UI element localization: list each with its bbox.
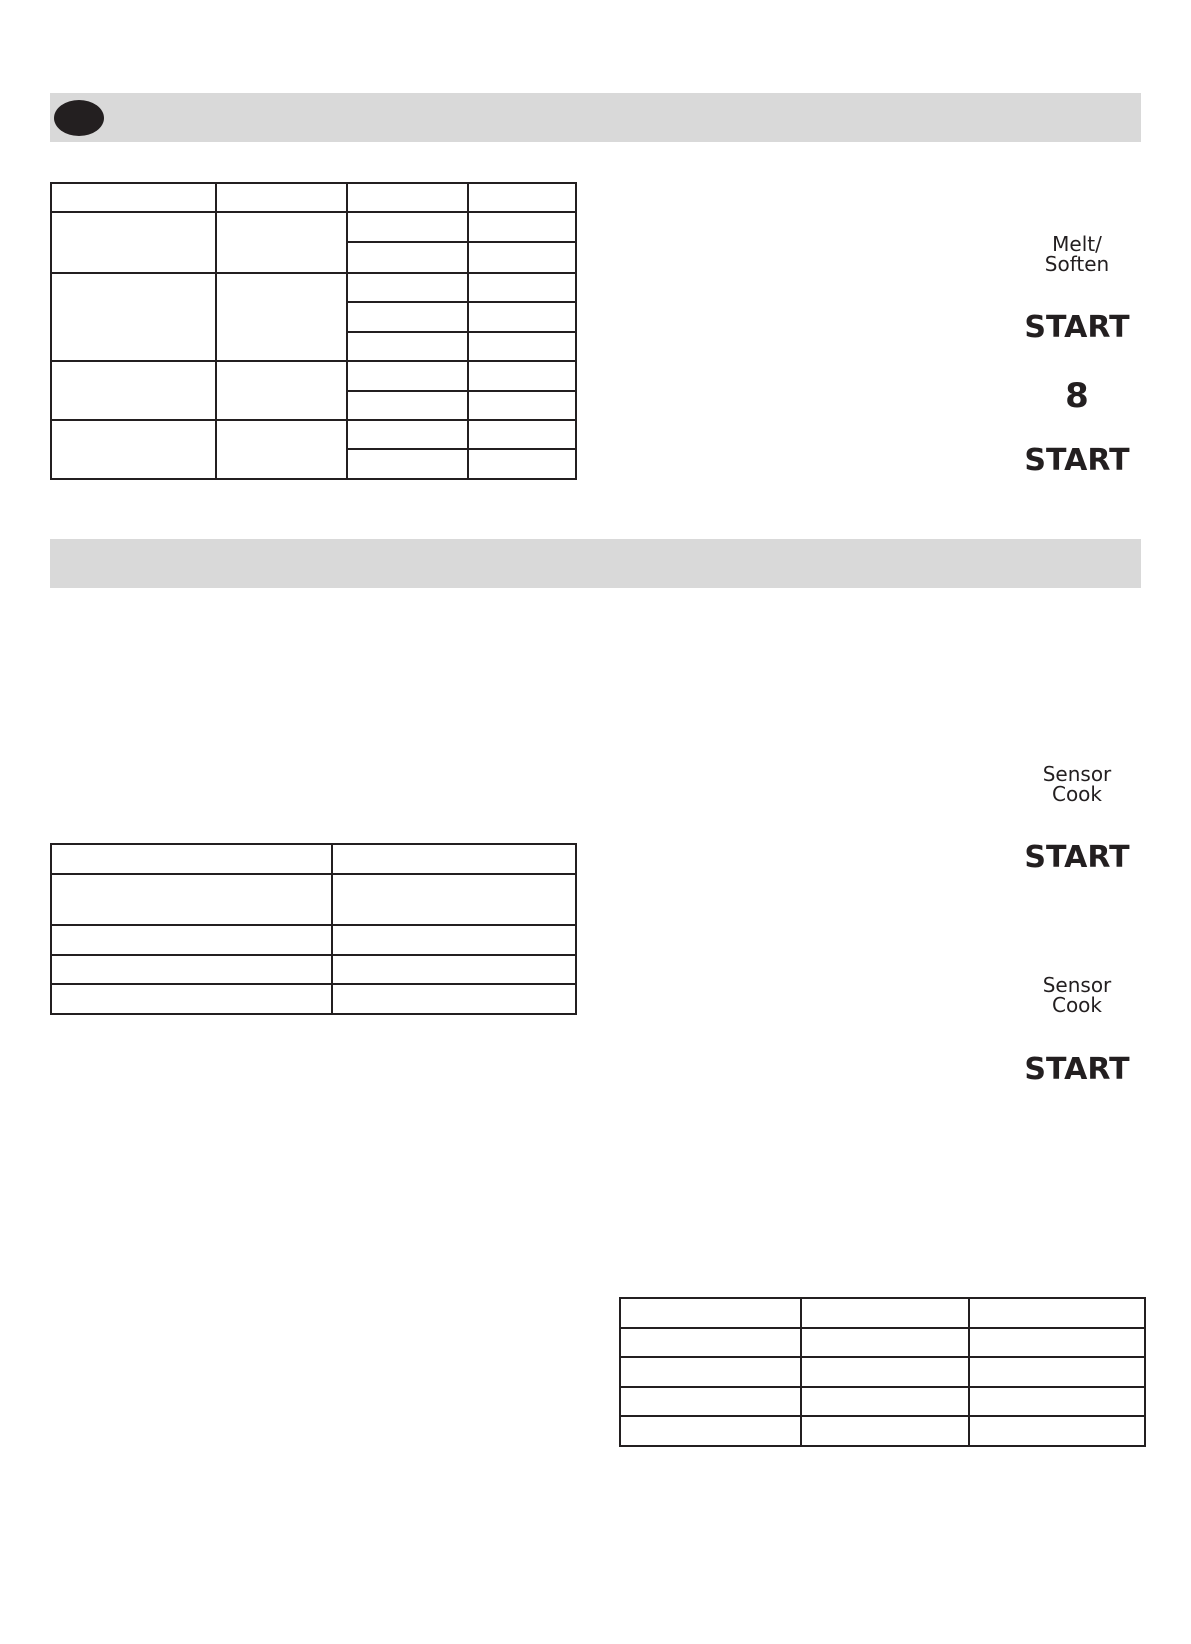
table-header-row <box>51 844 576 874</box>
table-row <box>51 212 576 242</box>
section-header-band <box>50 93 1141 142</box>
section-header-band-2 <box>50 539 1141 588</box>
melt-soften-key <box>1007 234 1147 274</box>
table-row <box>51 984 576 1014</box>
sensor-cook-key <box>1007 764 1147 804</box>
sensor-cook-key-line2: Cook <box>1051 993 1103 1017</box>
table-row <box>51 955 576 984</box>
table-row <box>51 420 576 449</box>
melt-soften-table <box>50 182 577 480</box>
melt-soften-key-line2: Soften <box>1044 252 1110 276</box>
table-row <box>51 925 576 955</box>
table-row <box>51 273 576 302</box>
sensor-cook-key-line1: Sensor <box>1042 762 1112 786</box>
results-table <box>619 1297 1146 1447</box>
melt-soften-key-line1: Melt/ <box>1052 232 1102 256</box>
table-row <box>51 361 576 391</box>
sensor-cook-key-line1: Sensor <box>1042 973 1112 997</box>
table-row <box>620 1387 1145 1416</box>
table-row <box>51 874 576 925</box>
section-number-badge <box>54 100 104 136</box>
start-key: START <box>1024 443 1130 478</box>
table-row <box>620 1357 1145 1387</box>
start-key: START <box>1024 1052 1130 1087</box>
table-header-row <box>620 1298 1145 1328</box>
table-row <box>620 1416 1145 1446</box>
sensor-cook-key-line2: Cook <box>1051 782 1103 806</box>
table-header-row <box>51 183 576 212</box>
start-key: START <box>1024 310 1130 345</box>
sensor-cook-table <box>50 843 577 1015</box>
sensor-cook-key <box>1007 975 1147 1015</box>
start-key: START <box>1024 840 1130 875</box>
table-row <box>620 1328 1145 1357</box>
number-key: 8 <box>1065 376 1089 416</box>
